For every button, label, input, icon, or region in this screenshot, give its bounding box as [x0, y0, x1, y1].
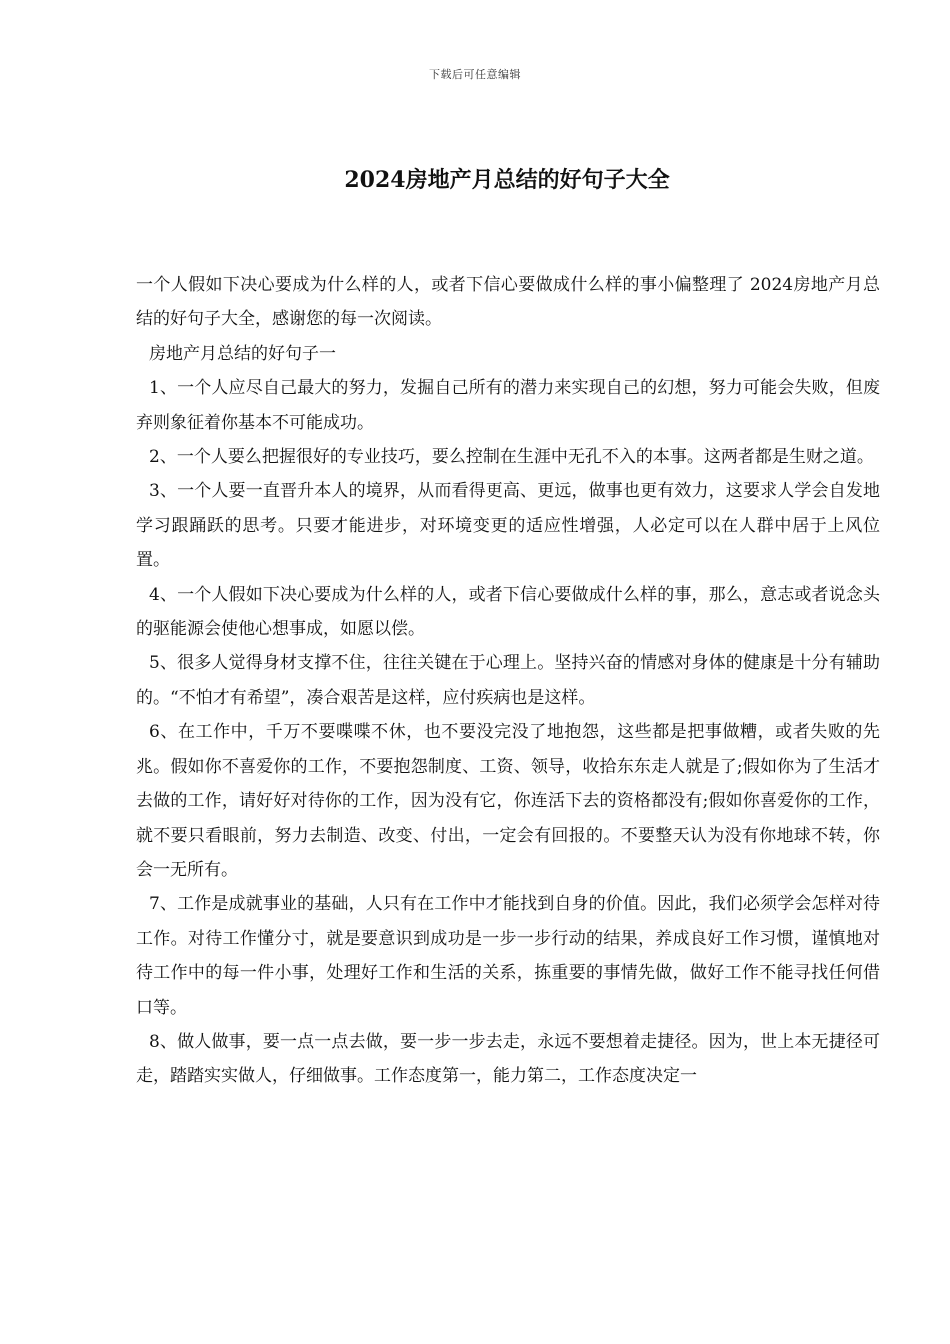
list-item: 6、在工作中，千万不要喋喋不休，也不要没完没了地抱怨，这些都是把事做糟，或者失败的先兆。假如你不喜爱你的工作，不要抱怨制度、工资、领导，收拾东东走人就是了;假如你为了生活才去做的工作，请好好对待你的工作，因为没有它，你连活下去的资格都没有;假如你喜爱你的工作，就不要只看眼前，努力去制造、改变、付出，一定会有回报的。不要整天认为没有你地球不转，你会一无所有。: [136, 722, 880, 880]
list-item: 2、一个人要么把握很好的专业技巧，要么控制在生涯中无孔不入的本事。这两者都是生财之道。: [149, 447, 874, 468]
intro-paragraph: 一个人假如下决心要成为什么样的人，或者下信心要做成什么样的事小偏整理了 2024房地产月总结的好句子大全，感谢您的每一次阅读。: [136, 275, 880, 330]
header-note: 下载后可任意编辑: [429, 68, 521, 81]
list-item: 8、做人做事，要一点一点去做，要一步一步去走，永远不要想着走捷径。因为，世上本无捷径可走，踏踏实实做人，仔细做事。工作态度第一，能力第二，工作态度决定一: [136, 1031, 880, 1087]
section-heading: 房地产月总结的好句子一: [149, 343, 336, 364]
list-item: 1、一个人应尽自己最大的努力，发掘自己所有的潜力来实现自己的幻想，努力可能会失败，但废弃则象征着你基本不可能成功。: [136, 378, 880, 433]
list-item: 3、一个人要一直晋升本人的境界，从而看得更高、更远，做事也更有效力，这要求人学会自发地学习跟踊跃的思考。只要才能进步，对环境变更的适应性增强，人必定可以在人群中居于上风位置。: [136, 481, 880, 571]
list-item: 4、一个人假如下决心要成为什么样的人，或者下信心要做成什么样的事，那么，意志或者说念头的驱能源会使他心想事成，如愿以偿。: [136, 584, 880, 640]
document-title: 2024房地产月总结的好句子大全: [344, 167, 670, 193]
document-body: [136, 268, 880, 1094]
list-item: 7、工作是成就事业的基础，人只有在工作中才能找到自身的价值。因此，我们必须学会怎样对待工作。对待工作懂分寸，就是要意识到成功是一步一步行动的结果，养成良好工作习惯，谨慎地对待工作中的每一件小事，处理好工作和生活的关系，拣重要的事情先做，做好工作不能寻找任何借口等。: [136, 894, 880, 1018]
list-item: 5、很多人觉得身材支撑不住，往往关键在于心理上。坚持兴奋的情感对身体的健康是十分有辅助的。“不怕才有希望”，凑合艰苦是这样，应付疾病也是这样。: [136, 653, 880, 708]
